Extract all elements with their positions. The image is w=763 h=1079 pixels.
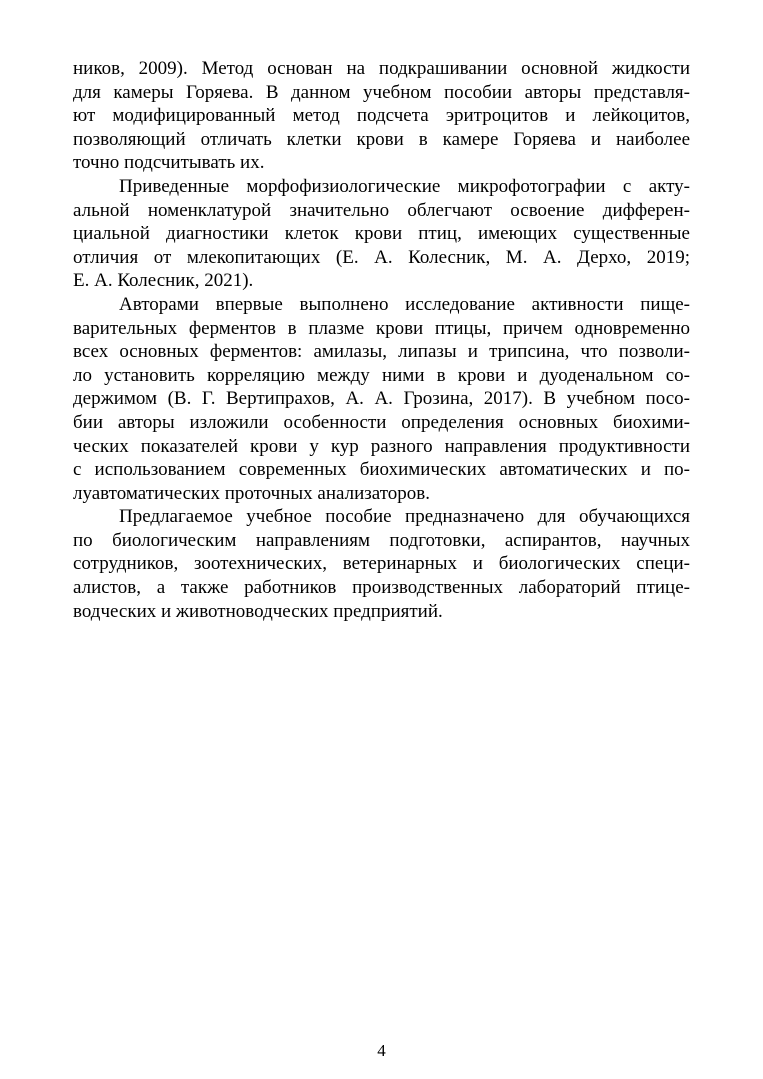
text-line: Приведенные морфофизиологические микрофотографии с акту- bbox=[119, 175, 690, 197]
text-line: ло установить корреляцию между ними в крови и дуоденальном со- bbox=[73, 364, 690, 386]
text-line: Авторами впервые выполнено исследование активности пище- bbox=[119, 293, 690, 315]
text-line: ческих показателей крови у кур разного направления продуктивности bbox=[73, 435, 690, 457]
paragraph-1 bbox=[73, 57, 690, 175]
text-line: держимом (В. Г. Вертипрахов, А. А. Грозина, 2017). В учебном посо- bbox=[73, 388, 690, 410]
text-line: альной номенклатурой значительно облегчают освоение дифферен- bbox=[73, 199, 690, 221]
paragraph-3 bbox=[73, 293, 690, 505]
paragraph-2 bbox=[73, 175, 690, 293]
text-line: сотрудников, зоотехнических, ветеринарных и биологических специ- bbox=[73, 553, 690, 575]
text-line: варительных ферментов в плазме крови птицы, причем одновременно bbox=[73, 317, 690, 339]
text-line: отличия от млекопитающих (Е. А. Колесник, М. А. Дерхо, 2019; bbox=[73, 246, 690, 268]
text-line: бии авторы изложили особенности определения основных биохими- bbox=[73, 411, 690, 433]
paragraph-4 bbox=[73, 505, 690, 623]
text-line: ют модифицированный метод подсчета эритроцитов и лейкоцитов, bbox=[73, 105, 690, 127]
text-line: по биологическим направлениям подготовки, аспирантов, научных bbox=[73, 529, 690, 551]
text-line: циальной диагностики клеток крови птиц, имеющих существенные bbox=[73, 223, 690, 245]
text-line: луавтоматических проточных анализаторов. bbox=[73, 482, 430, 504]
text-line: Предлагаемое учебное пособие предназначено для обучающихся bbox=[119, 506, 690, 528]
text-line: алистов, а также работников производственных лабораторий птице- bbox=[73, 577, 690, 599]
text-line: для камеры Горяева. В данном учебном пособии авторы представля- bbox=[73, 81, 690, 103]
text-line: ников, 2009). Метод основан на подкрашивании основной жидкости bbox=[73, 58, 690, 79]
text-line: водческих и животноводческих предприятий. bbox=[73, 600, 443, 622]
text-line: позволяющий отличать клетки крови в камере Горяева и наиболее bbox=[73, 128, 690, 150]
page-body bbox=[73, 57, 690, 623]
text-line: всех основных ферментов: амилазы, липазы и трипсина, что позволи- bbox=[73, 341, 690, 363]
text-line: с использованием современных биохимических автоматических и по- bbox=[73, 459, 690, 481]
text-line: Е. А. Колесник, 2021). bbox=[73, 270, 254, 292]
page-number: 4 bbox=[377, 1041, 386, 1060]
text-line: точно подсчитывать их. bbox=[73, 152, 265, 174]
